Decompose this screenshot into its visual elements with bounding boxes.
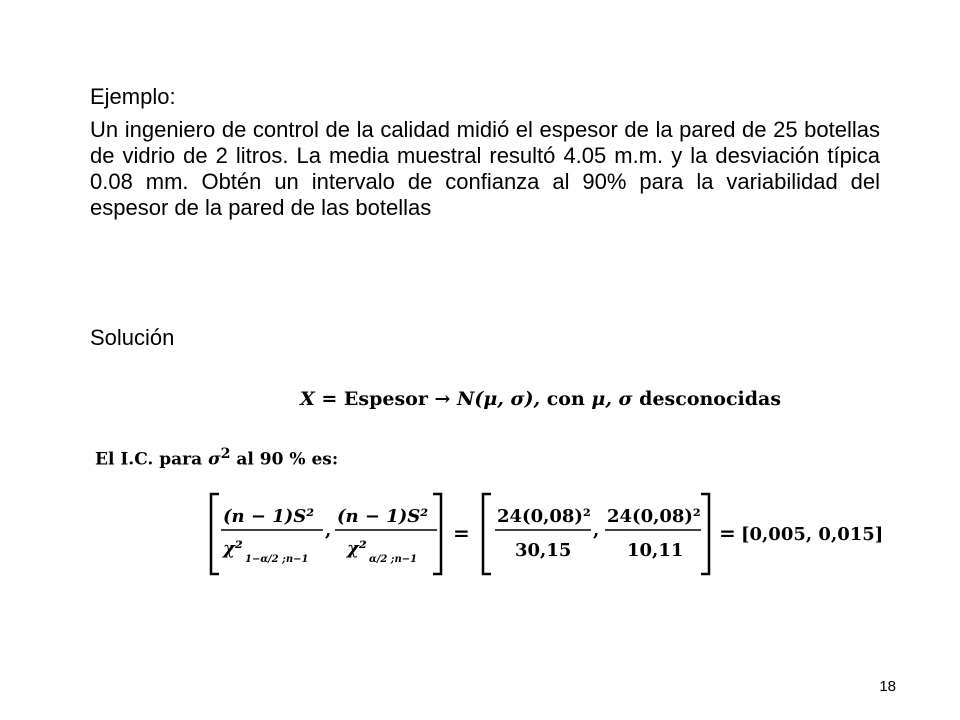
denominator-general-right: χ² (347, 538, 367, 559)
denominator-general-right-subscript: α/2 ;n−1 (369, 554, 418, 565)
numerator-general-right: (n − 1)S² (337, 506, 429, 527)
equals-sign-2: = (719, 521, 736, 545)
confidence-interval-formula (205, 492, 885, 576)
equals-sign-1: = (453, 521, 470, 545)
problem-statement: Un ingeniero de control de la calidad midió el espesor de la pared de 25 botellas de vidrio de 2 litros. La media muestral resultó 4.05 m.m. y la desviación típica 0.08 mm. Obtén un intervalo de confianza al 90% para la variabilidad del espesor de la pared de las botellas (90, 117, 880, 220)
unknown-parameters: μ, σ (591, 388, 633, 410)
arrow-symbol: → (427, 388, 457, 410)
variable-symbol: X (300, 388, 315, 410)
right-bracket-1 (433, 494, 441, 574)
numerator-general-left: (n − 1)S² (223, 506, 315, 527)
interval-result: [0,005, 0,015] (741, 524, 884, 545)
ci-exponent: 2 (220, 446, 231, 462)
ci-intro-suffix: al 90 % es: (230, 449, 339, 470)
numerator-numeric-left: 24(0,08)² (497, 506, 591, 527)
example-heading: Ejemplo: (90, 84, 176, 109)
right-bracket-2 (701, 494, 709, 574)
unknown-label: desconocidas (632, 388, 782, 410)
denominator-numeric-left: 30,15 (515, 540, 572, 561)
denominator-general-left-subscript: 1−α/2 ;n−1 (245, 554, 309, 565)
left-bracket-2 (483, 494, 491, 574)
solution-label: Solución (90, 325, 175, 350)
numerator-numeric-right: 24(0,08)² (607, 506, 701, 527)
denominator-general-left: χ² (223, 538, 243, 559)
variable-definition (300, 388, 781, 410)
ci-parameter: σ (208, 449, 221, 470)
comma-1: , (325, 520, 332, 541)
equals-sign: = (314, 388, 344, 410)
comma-2: , (593, 520, 600, 541)
ci-intro-prefix: El I.C. para (95, 449, 209, 470)
page-number: 18 (879, 678, 896, 695)
condition-word: con (540, 388, 592, 410)
denominator-numeric-right: 10,11 (627, 540, 684, 561)
ci-intro (95, 446, 338, 470)
variable-name: Espesor (343, 388, 428, 410)
distribution: N(μ, σ), (457, 388, 541, 410)
left-bracket-1 (211, 494, 219, 574)
formula-svg (205, 492, 885, 576)
